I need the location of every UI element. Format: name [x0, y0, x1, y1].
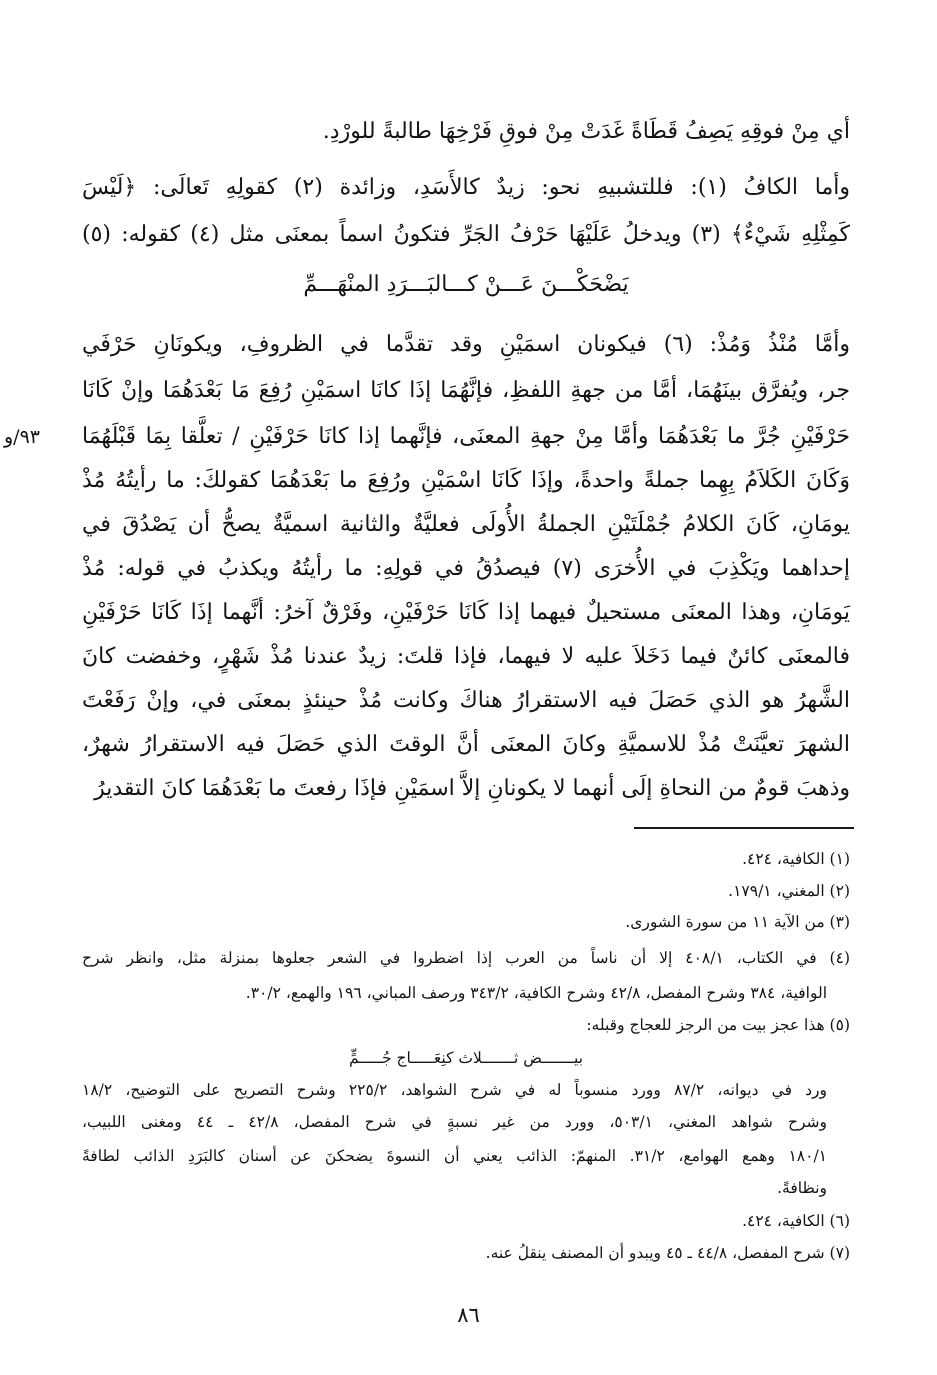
paragraph-line-11: وذهبَ قومٌ من النحاةِ إلَى أنهما لا يكونانِ إلاَّ اسمَيْنِ فإذَا رفعتَ ما بَعْدَهُمَا كانَ التقديرُ: [94, 776, 850, 801]
footnote-4: (٤) في الكتاب، ٤٠٨/١ إلا أن ناساً من العرب إذا اضطروا في الشعر جعلوها بمنزلة مثل، وانظر شرح: [82, 949, 850, 967]
body-line-1: أي مِنْ فوقِهِ يَصِفُ قَطَاةً غَدَتْ مِنْ فوقِ فَرْخِهَا طالبةً للورْدِ.: [322, 119, 850, 144]
paragraph-line-5: يومَانِ، كَانَ الكلامُ جُمْلَتَيْنِ الجملةُ الأُولَى فعليَّةٌ والثانية اسميَّةٌ يصحُّ أن يَصْدُقَ في: [82, 512, 850, 537]
footnote-2: (٢) المغني، ١٧٩/١.: [728, 882, 850, 900]
paragraph-line-1: وأمَّا مُنْذُ وَمُذْ: (٦) فيكونان اسمَيْنِ وقد تقدَّما في الظروفِ، ويكونَانِ حَرْفَي: [82, 332, 850, 357]
page-number: ٨٦: [457, 1303, 480, 1327]
footnote-5-line-4: ١٨٠/١ وهمع الهوامع، ٣١/٢. المنهمّ: الذائب يعني أن النسوةَ يضحكنَ عن أسنان كالبَرَدِ الذائب لطافةً: [82, 1147, 827, 1165]
paragraph-line-3: حَرْفَيْنِ جُرَّ ما بَعْدَهُمَا وأمَّا مِنْ جهةِ المعنَى، فإنَّهما إذا كانَا حَرْفَيْنِ / تعلَّقا بِمَا قَبْلَهُمَا: [82, 424, 850, 449]
verse-line: يَضْحَكْـــنَ عَـــنْ كـــالبَـــرَدِ المنْهَـــمِّ: [303, 272, 629, 297]
paragraph-line-6: إحداهما ويَكْذِبَ في الأُخرَى (٧) فيصدُقُ في قولِهِ: ما رأيتُهُ ويكذبُ في قوله: مُذْ: [82, 556, 850, 581]
footnote-5-line-3: وشرح شواهد المغني، ٥٠٣/١، وورد من غير نسبةٍ في شرح المفصل، ٤٢/٨ ـ ٤٤ ومغنى اللبيب،: [82, 1113, 827, 1131]
paragraph-line-2: جر، ويُفرَّق بينَهُمَا، أمَّا من جهةِ اللفظِ، فإنَّهُمَا إذَا كانَا اسمَيْنِ رُفِعَ مَا بَعْدَهُمَا وإنْ كَانَا: [82, 378, 850, 403]
paragraph-line-8: فالمعنَى كائنٌ فيما دَخَلاَ عليه لا فيهما، فإذا قلتَ: زيدٌ عندنا مُذْ شَهْرٍ، وخفضت كانَ: [82, 644, 850, 669]
paragraph-line-7: يَومَانِ، وهذا المعنَى مستحيلٌ فيهما إذا كَانَا حَرْفَيْنِ، وفَرْقٌ آخرُ: أنَّهما إذَا كَانَا حَرْفَيْنِ: [82, 600, 850, 625]
footnote-7: (٧) شرح المفصل، ٤٤/٨ ـ ٤٥ ويبدو أن المصنف ينقلُ عنه.: [485, 1244, 850, 1262]
manuscript-folio-marker: ٩٣/و: [4, 426, 40, 448]
footnote-6: (٦) الكافية، ٤٢٤.: [742, 1212, 850, 1230]
footnote-1: (١) الكافية، ٤٢٤.: [742, 850, 850, 868]
body-line-2: وأما الكافُ (١): فللتشبيهِ نحو: زيدٌ كالأَسَدِ، وزائدة (٢) كقولِهِ تَعالَى: ﴿لَيْسَ: [82, 175, 850, 200]
footnote-5-line-2: ورد في ديوانه، ٨٧/٢ وورد منسوباً له في شرح الشواهد، ٢٢٥/٢ وشرح التصريح على التوضيح، ١٨/٢: [82, 1081, 827, 1099]
footnote-4-continued: الوافية، ٣٨٤ وشرح المفصل، ٤٢/٨ وشرح الكافية، ٣٤٣/٢ ورصف المباني، ١٩٦ والهمع، ٣٠/٢.: [245, 984, 827, 1002]
footnote-separator: [634, 827, 854, 829]
paragraph-line-4: وَكَانَ الكَلاَمُ بِهِما جملةً واحدةً، وإذَا كَانَا اسْمَيْنِ ورُفِعَ ما بَعْدَهُمَا كقولكَ: ما رأيتُهُ مُذْ: [82, 468, 850, 493]
footnote-5-verse: بيـــــــض ثـــــــلاث كنِعَـــــاج جُـــــمٍّ: [348, 1049, 584, 1067]
body-line-3: كَمِثْلِهِ شَيْءٌ﴾ (٣) ويدخلُ عَلَيْهَا حَرْفُ الجَرِّ فتكونُ اسماً بمعنَى مثل (٤) كقوله: (٥): [82, 222, 850, 247]
paragraph-line-9: الشَّهرُ هو الذي حَصَلَ فيه الاستقرارُ هناكَ وكانت مُذْ حينئذٍ بمعنَى في، وإنْ رَفَعْتَ: [82, 688, 850, 713]
footnote-5: (٥) هذا عجز بيت من الرجز للعجاج وقبله:: [586, 1016, 850, 1034]
paragraph-line-10: الشهرَ تعيَّنَتْ مُذْ للاسميَّةِ وكانَ المعنَى أنَّ الوقتَ الذي حَصَلَ فيه الاستقرارُ شهرٌ،: [82, 732, 850, 757]
footnote-5-line-5: ونظافةً.: [777, 1179, 827, 1197]
footnote-3: (٣) من الآية ١١ من سورة الشورى.: [625, 913, 850, 931]
